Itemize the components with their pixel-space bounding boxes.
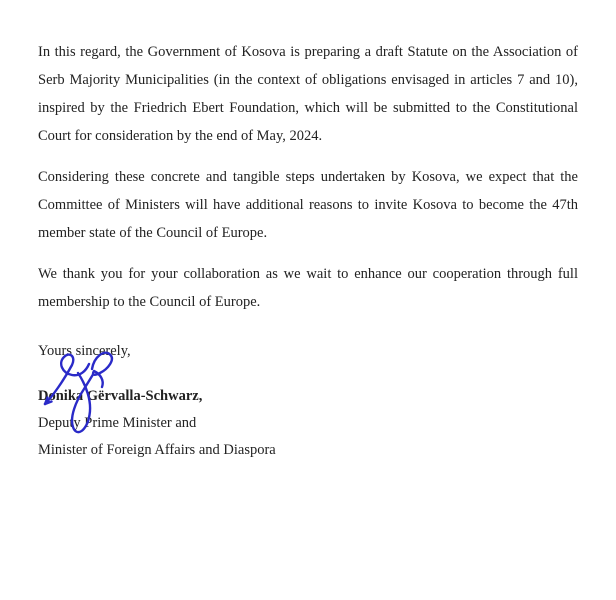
- letter-paragraph-3: We thank you for your collaboration as we wait to enhance our cooperation through full membership to the Council of Europe.: [38, 266, 578, 310]
- letter-paragraph-1: In this regard, the Government of Kosova is preparing a draft Statute on the Association of Serb Majority Municipalities (in the context of obligations envisaged in articles 7 and 10), inspired by the Friedrich Ebert Foundation, which will be submitted to the Constitutional Court for consideration by the end of May, 2024.: [38, 44, 578, 144]
- signature-block: [38, 365, 578, 464]
- signatory-title-line-2: Minister of Foreign Affairs and Diaspora: [38, 442, 276, 458]
- signatory-title-line-1: Deputy Prime Minister and: [38, 415, 197, 431]
- closing-salutation: Yours sincerely,: [38, 343, 131, 359]
- signatory-name: Donika Gërvalla-Schwarz,: [38, 388, 203, 404]
- letter-paragraph-2: Considering these concrete and tangible steps undertaken by Kosova, we expect that the Committee of Ministers will have additional reasons to invite Kosova to become the 47th member state of the Council of Europe.: [38, 169, 578, 241]
